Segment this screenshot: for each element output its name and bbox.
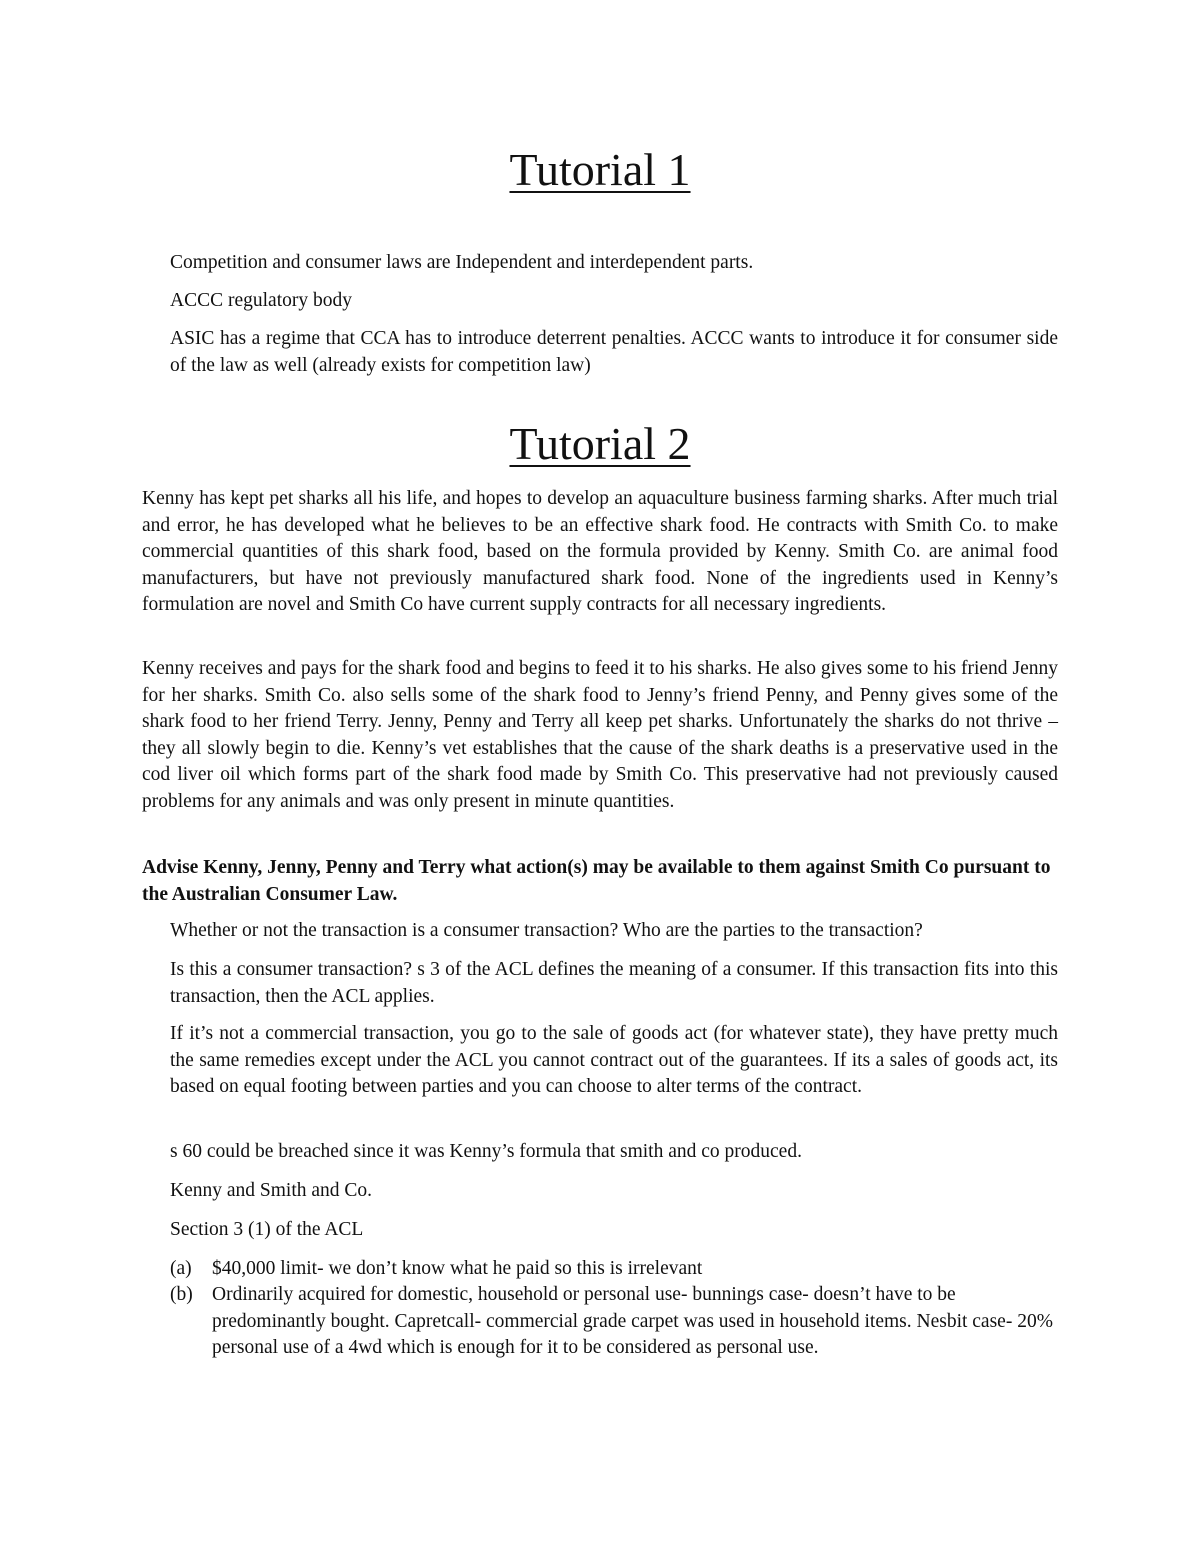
note-paragraph: If it’s not a commercial transaction, you go to the sale of goods act (for whatever state), they have pretty much the same remedies except under the ACL you cannot contract out of the guarantees. If its a sales of goods act, its based on equal footing between parties and you can choose to alter terms of the contract. [170, 1023, 1058, 1097]
tutorial-1-heading: Tutorial 1 [509, 144, 691, 195]
tutorial-1-paragraph: Competition and consumer laws are Independent and interdependent parts. [170, 252, 754, 273]
note-paragraph: s 60 could be breached since it was Kenny’s formula that smith and co produced. [170, 1141, 802, 1162]
note-paragraph: Is this a consumer transaction? s 3 of the ACL defines the meaning of a consumer. If this transaction fits into this transaction, then the ACL applies. [170, 959, 1058, 1007]
question-text: Advise Kenny, Jenny, Penny and Terry what action(s) may be available to them against Smith Co pursuant to the Australian Consumer Law. [142, 857, 1051, 905]
scenario-paragraph: Kenny receives and pays for the shark food and begins to feed it to his sharks. He also gives some to his friend Jenny for her sharks. Smith Co. also sells some of the shark food to Jenny’s friend Penny, and Penny gives some of the shark food to her friend Terry. Jenny, Penny and Terry all keep pet sharks. Unfortunately the sharks do not thrive – they all slowly begin to die. Kenny’s vet establishes that the cause of the shark deaths is a preservative used in the cod liver oil which forms part of the shark food made by Smith Co. This preservative had not previously caused problems for any animals and was only present in minute quantities. [142, 658, 1058, 812]
list-item-text: Ordinarily acquired for domestic, household or personal use- bunnings case- doesn’t have to be predominantly bought. Capretcall- commercial grade carpet was used in household items. Nesbit case- 20% personal use of a 4wd which is enough for it to be considered as personal use. [212, 1284, 1053, 1358]
tutorial-1-paragraph: ACCC regulatory body [170, 290, 352, 311]
scenario-paragraph: Kenny has kept pet sharks all his life, and hopes to develop an aquaculture business farming sharks. After much trial and error, he has developed what he believes to be an effective shark food. He contracts with Smith Co. to make commercial quantities of this shark food, based on the formula provided by Kenny. Smith Co. are animal food manufacturers, but have not previously manufactured shark food. None of the ingredients used in Kenny’s formulation are novel and Smith Co have current supply contracts for all necessary ingredients. [142, 488, 1058, 615]
list-marker: (b) [170, 1284, 193, 1305]
note-paragraph: Kenny and Smith and Co. [170, 1180, 373, 1201]
list-marker: (a) [170, 1258, 192, 1279]
note-paragraph: Whether or not the transaction is a consumer transaction? Who are the parties to the transaction? [170, 920, 923, 941]
note-paragraph: Section 3 (1) of the ACL [170, 1219, 364, 1240]
list-item-text: $40,000 limit- we don’t know what he paid so this is irrelevant [212, 1258, 703, 1279]
tutorial-2-heading: Tutorial 2 [509, 418, 691, 469]
tutorial-1-paragraph: ASIC has a regime that CCA has to introduce deterrent penalties. ACCC wants to introduce it for consumer side of the law as well (already exists for competition law) [170, 328, 1058, 376]
